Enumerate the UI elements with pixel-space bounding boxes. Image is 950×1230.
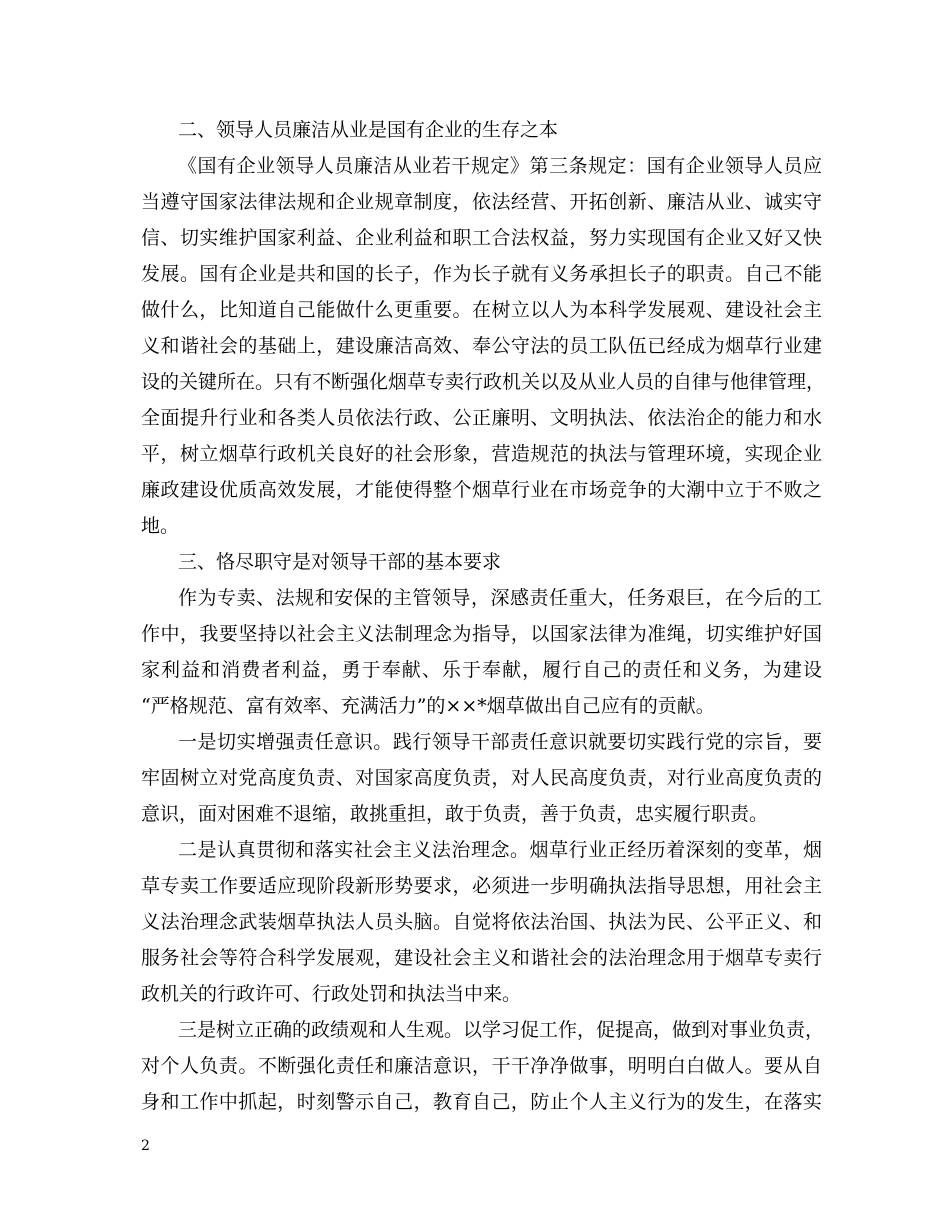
section-heading: 三、恪尽职守是对领导干部的基本要求 bbox=[178, 551, 502, 573]
paragraph-line: 草专卖工作要适应现阶段新形势要求，必须进一步明确执法指导思想，用社会主 bbox=[141, 875, 822, 897]
section-heading: 二、领导人员廉洁从业是国有企业的生存之本 bbox=[178, 119, 559, 141]
paragraph-line: 三是树立正确的政绩观和人生观。以学习促工作，促提高，做到对事业负责， bbox=[178, 1019, 825, 1041]
paragraph-line: 信、切实维护国家利益、企业利益和职工合法权益，努力实现国有企业又好又快 bbox=[141, 227, 822, 249]
paragraph-line: 廉政建设优质高效发展，才能使得整个烟草行业在市场竞争的大潮中立于不败之 bbox=[141, 479, 822, 501]
paragraph-line: 对个人负责。不断强化责任和廉洁意识，干干净净做事，明明白白做人。要从自 bbox=[141, 1055, 822, 1077]
paragraph-line: 做什么，比知道自己能做什么更重要。在树立以人为本科学发展观、建设社会主 bbox=[141, 299, 822, 321]
paragraph-line: 义法治理念武装烟草执法人员头脑。自觉将依法治国、执法为民、公平正义、和 bbox=[141, 911, 822, 933]
page-number: 2 bbox=[141, 1138, 150, 1154]
paragraph-line: 设的关键所在。只有不断强化烟草专卖行政机关以及从业人员的自律与他律管理， bbox=[141, 371, 826, 393]
paragraph-line: 当遵守国家法律法规和企业规章制度，依法经营、开拓创新、廉洁从业、诚实守 bbox=[141, 191, 822, 213]
paragraph-line: 义和谐社会的基础上，建设廉洁高效、奉公守法的员工队伍已经成为烟草行业建 bbox=[141, 335, 822, 357]
paragraph-line: 作中，我要坚持以社会主义法制理念为指导，以国家法律为准绳，切实维护好国 bbox=[141, 623, 822, 645]
paragraph-line: 《国有企业领导人员廉洁从业若干规定》第三条规定：国有企业领导人员应 bbox=[178, 155, 822, 177]
paragraph-line: 地。 bbox=[141, 515, 180, 537]
paragraph-line: 一是切实增强责任意识。践行领导干部责任意识就要切实践行党的宗旨，要 bbox=[178, 731, 822, 753]
paragraph-line: 全面提升行业和各类人员依法行政、公正廉明、文明执法、依法治企的能力和水 bbox=[141, 407, 822, 429]
paragraph-line: 发展。国有企业是共和国的长子，作为长子就有义务承担长子的职责。自己不能 bbox=[141, 263, 822, 285]
paragraph-line: 意识，面对困难不退缩，敢挑重担，敢于负责，善于负责，忠实履行职责。 bbox=[141, 803, 769, 825]
paragraph-line: 作为专卖、法规和安保的主管领导，深感责任重大，任务艰巨，在今后的工 bbox=[178, 587, 822, 609]
paragraph-line: 服务社会等符合科学发展观，建设社会主义和谐社会的法治理念用于烟草专卖行 bbox=[141, 947, 822, 969]
paragraph-line: “严格规范、富有效率、充满活力”的××*烟草做出自己应有的贡献。 bbox=[141, 695, 715, 717]
paragraph-line: 平，树立烟草行政机关良好的社会形象，营造规范的执法与管理环境，实现企业 bbox=[141, 443, 822, 465]
paragraph-line: 政机关的行政许可、行政处罚和执法当中来。 bbox=[141, 983, 522, 1005]
paragraph-line: 家利益和消费者利益，勇于奉献、乐于奉献，履行自己的责任和义务，为建设 bbox=[141, 659, 822, 681]
paragraph-line: 牢固树立对党高度负责、对国家高度负责，对人民高度负责，对行业高度负责的 bbox=[141, 767, 822, 789]
paragraph-line: 身和工作中抓起，时刻警示自己，教育自己，防止个人主义行为的发生，在落实 bbox=[141, 1091, 822, 1113]
paragraph-line: 二是认真贯彻和落实社会主义法治理念。烟草行业正经历着深刻的变革，烟 bbox=[178, 839, 822, 861]
